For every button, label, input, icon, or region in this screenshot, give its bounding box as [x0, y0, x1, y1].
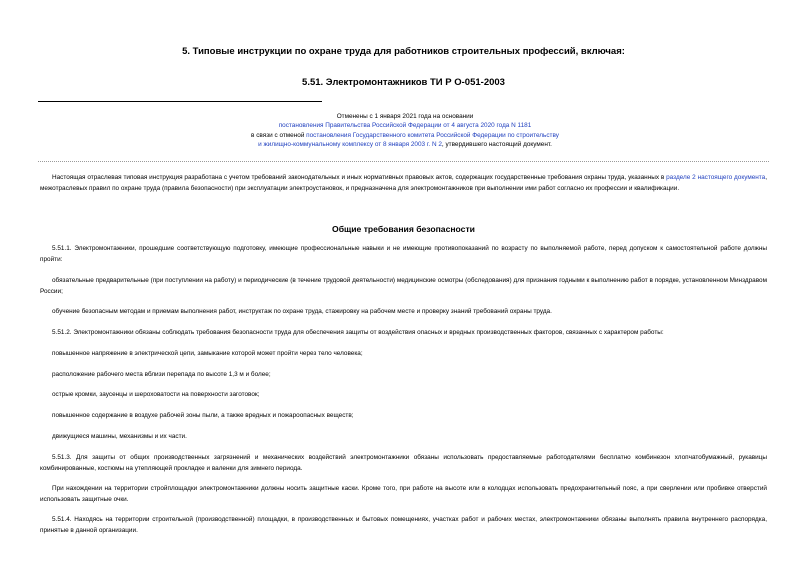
intro-text: Настоящая отраслевая типовая инструкция разработана с учетом требований законодательных и иных нормативных правовых актов, содержащих государственные требования охраны труда, указанных в: [52, 174, 667, 181]
paragraph: острые кромки, заусенцы и шероховатости на поверхности заготовок;: [52, 391, 260, 398]
paragraph: 5.51.2. Электромонтажники обязаны соблюдать требования безопасности труда для обеспечения защиты от воздействия опасных и вредных производственных факторов, связанных с характером работы:: [52, 329, 664, 336]
paragraph: движущиеся машины, механизмы и их части.: [52, 433, 187, 440]
notice-line: Отменены с 1 января 2021 года на основании: [336, 113, 474, 120]
notice-text: , утвердившего настоящий документ.: [441, 141, 552, 149]
paragraph: повышенное содержание в воздухе рабочей зоны пыли, а также вредных и пожароопасных веществ;: [52, 412, 354, 419]
committee-resolution-link[interactable]: постановления Государственного комитета Российской Федерации по строительству: [306, 131, 559, 139]
paragraph: 5.51.1. Электромонтажники, прошедшие соответствующую подготовку, имеющие профессиональные навыки и не имеющие противопоказаний по возрасту по выполняемой работе, перед допуском к самостоятельной работе должны пройти:: [40, 245, 767, 263]
intro-paragraph: [40, 172, 767, 194]
committee-resolution-link-cont[interactable]: и жилищно-коммунальному комплексу от 8 января 2003 г. N 2: [258, 141, 442, 149]
divider-dotted: [38, 161, 769, 162]
section-2-link[interactable]: разделе 2 настоящего документа: [666, 174, 766, 181]
paragraph: При нахождении на территории стройплощадки электромонтажники должны носить защитные каски. Кроме того, при работе на высоте или в колодцах использовать предохранительный пояс, а при сверлении или пробивке отверстий использовать защитные очки.: [40, 485, 767, 503]
paragraph: обучение безопасным методам и приемам выполнения работ, инструктаж по охране труда, стажировку на рабочем месте и проверку знаний требований охраны труда.: [52, 308, 552, 315]
paragraph: 5.51.4. Находясь на территории строительной (производственной) площадки, в производственных и бытовых помещениях, участках работ и рабочих местах, электромонтажники обязаны выполнять правила внутреннего распорядка, принятые в данной организации.: [40, 516, 767, 534]
document-subheading: 5.51. Электромонтажников ТИ Р О-051-2003: [302, 77, 505, 88]
paragraph: расположение рабочего места вблизи перепада по высоте 1,3 м и более;: [52, 371, 271, 378]
document-heading: 5. Типовые инструкции по охране труда для работников строительных профессий, включая:: [182, 46, 625, 57]
paragraph: обязательные предварительные (при поступлении на работу) и периодические (в течение трудовой деятельности) медицинские осмотры (обследования) для признания годными к выполнению работ в порядке, установленном Минздравом России;: [40, 277, 767, 295]
intro-text: , межотраслевых правил по охране труда (правила безопасности) при эксплуатации электроустановок, и предназначена для электромонтажников при выполнении ими работ согласно их профессии и квалификации.: [40, 174, 767, 192]
paragraph: повышенное напряжение в электрической цепи, замыкание которой может пройти через тело человека;: [52, 350, 363, 357]
section-title: Общие требования безопасности: [332, 224, 475, 234]
resolution-link[interactable]: постановления Правительства Российской Федерации от 4 августа 2020 года N 1181: [278, 122, 532, 130]
repeal-notice: [150, 112, 660, 150]
notice-text: в связи с отменой: [251, 131, 307, 139]
paragraph: 5.51.3. Для защиты от общих производственных загрязнений и механических воздействий электромонтажники обязаны использовать предоставляемые работодателями бесплатно комбинезон хлопчатобумажный, рукавицы комбинированные, костюмы на утепляющей прокладке и валенки для зимнего периода.: [40, 454, 767, 472]
divider-short: [38, 101, 322, 102]
